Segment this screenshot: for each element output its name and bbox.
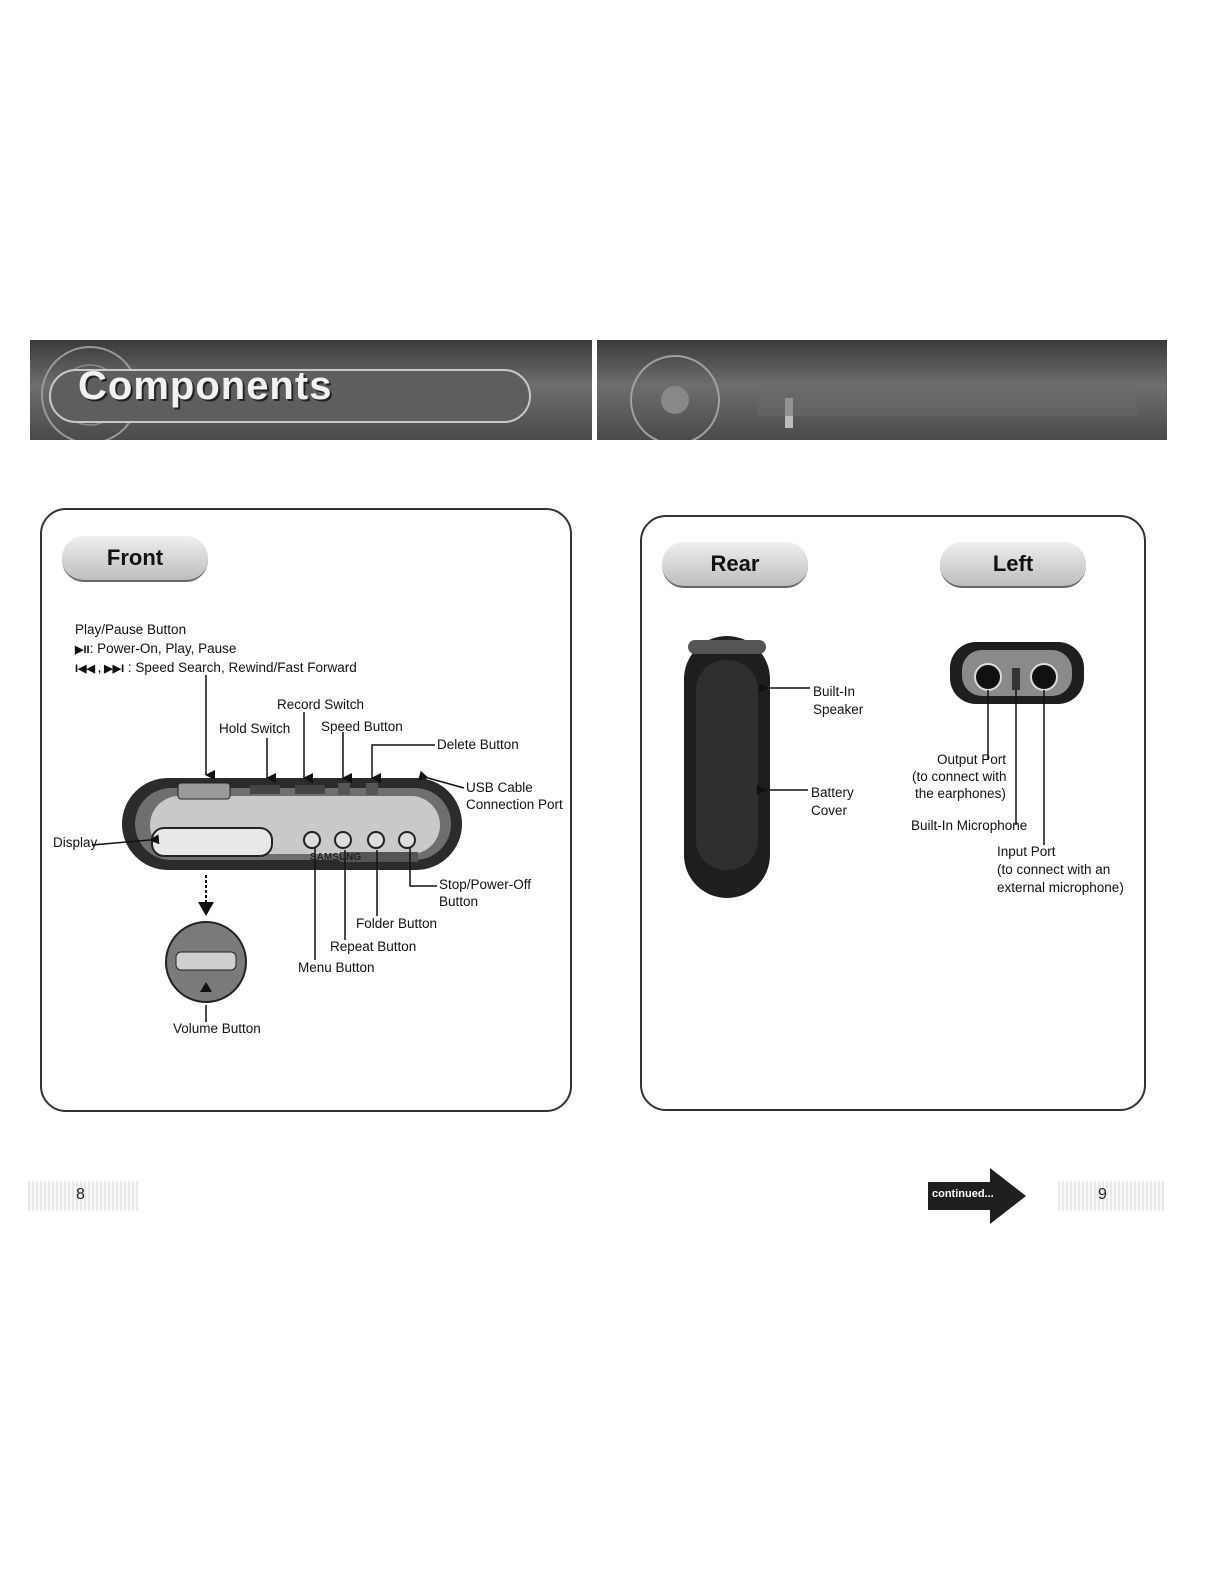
continued-label: continued... (932, 1188, 994, 1200)
microphone-label: Built-In Microphone (911, 818, 1028, 833)
battery-label-1: Battery (811, 785, 854, 800)
play-pause-title: Play/Pause Button (75, 622, 187, 637)
input-port-label-1: Input Port (997, 844, 1056, 859)
hold-switch-label: Hold Switch (219, 721, 291, 736)
stop-button-label-1: Stop/Power-Off (439, 877, 532, 892)
input-port-label-2: (to connect with an (997, 862, 1111, 877)
rear-section-label: Rear (662, 542, 808, 588)
front-section-label: Front (62, 536, 208, 582)
display-label: Display (53, 835, 98, 850)
menu-button-label: Menu Button (298, 960, 375, 975)
record-switch-label: Record Switch (277, 697, 365, 712)
speaker-label-2: Speaker (813, 702, 864, 717)
banner-decoration-right (597, 340, 1167, 440)
battery-label-2: Cover (811, 803, 848, 818)
skip-desc: : Speed Search, Rewind/Fast Forward (124, 660, 357, 675)
output-port-label-3: the earphones) (915, 786, 1006, 801)
stop-button-label-2: Button (439, 894, 479, 909)
usb-port-label-1: USB Cable (466, 780, 533, 795)
volume-button-label: Volume Button (173, 1021, 261, 1036)
header-banner-left (30, 340, 592, 440)
device-brand: SAMSUNG (310, 852, 362, 863)
speaker-label-1: Built-In (813, 684, 856, 699)
play-pause-desc: : Power-On, Play, Pause (89, 641, 237, 656)
front-device-illustration (40, 670, 568, 1040)
left-section-label: Left (940, 542, 1086, 588)
delete-button-label: Delete Button (437, 737, 519, 752)
usb-port-label-2: Connection Port (466, 797, 563, 812)
repeat-button-label: Repeat Button (330, 939, 417, 954)
speed-button-label: Speed Button (321, 719, 403, 734)
play-pause-desc-line (75, 641, 236, 658)
page-number-box-right (1058, 1181, 1164, 1211)
header-banner-right (597, 340, 1167, 440)
skip-icons: I◀◀ , ▶▶I (75, 663, 125, 675)
continued-arrow[interactable] (928, 1168, 1028, 1224)
play-pause-icon: ▶II (75, 644, 90, 656)
folder-button-label: Folder Button (356, 916, 438, 931)
input-port-label-3: external microphone) (997, 880, 1124, 895)
page-number-right: 9 (1098, 1186, 1107, 1203)
output-port-label-2: (to connect with (912, 769, 1007, 784)
page-number-left: 8 (76, 1186, 85, 1203)
rear-left-illustration (640, 620, 1140, 920)
output-port-label-1: Output Port (937, 752, 1007, 767)
page-title: Components (78, 364, 333, 408)
